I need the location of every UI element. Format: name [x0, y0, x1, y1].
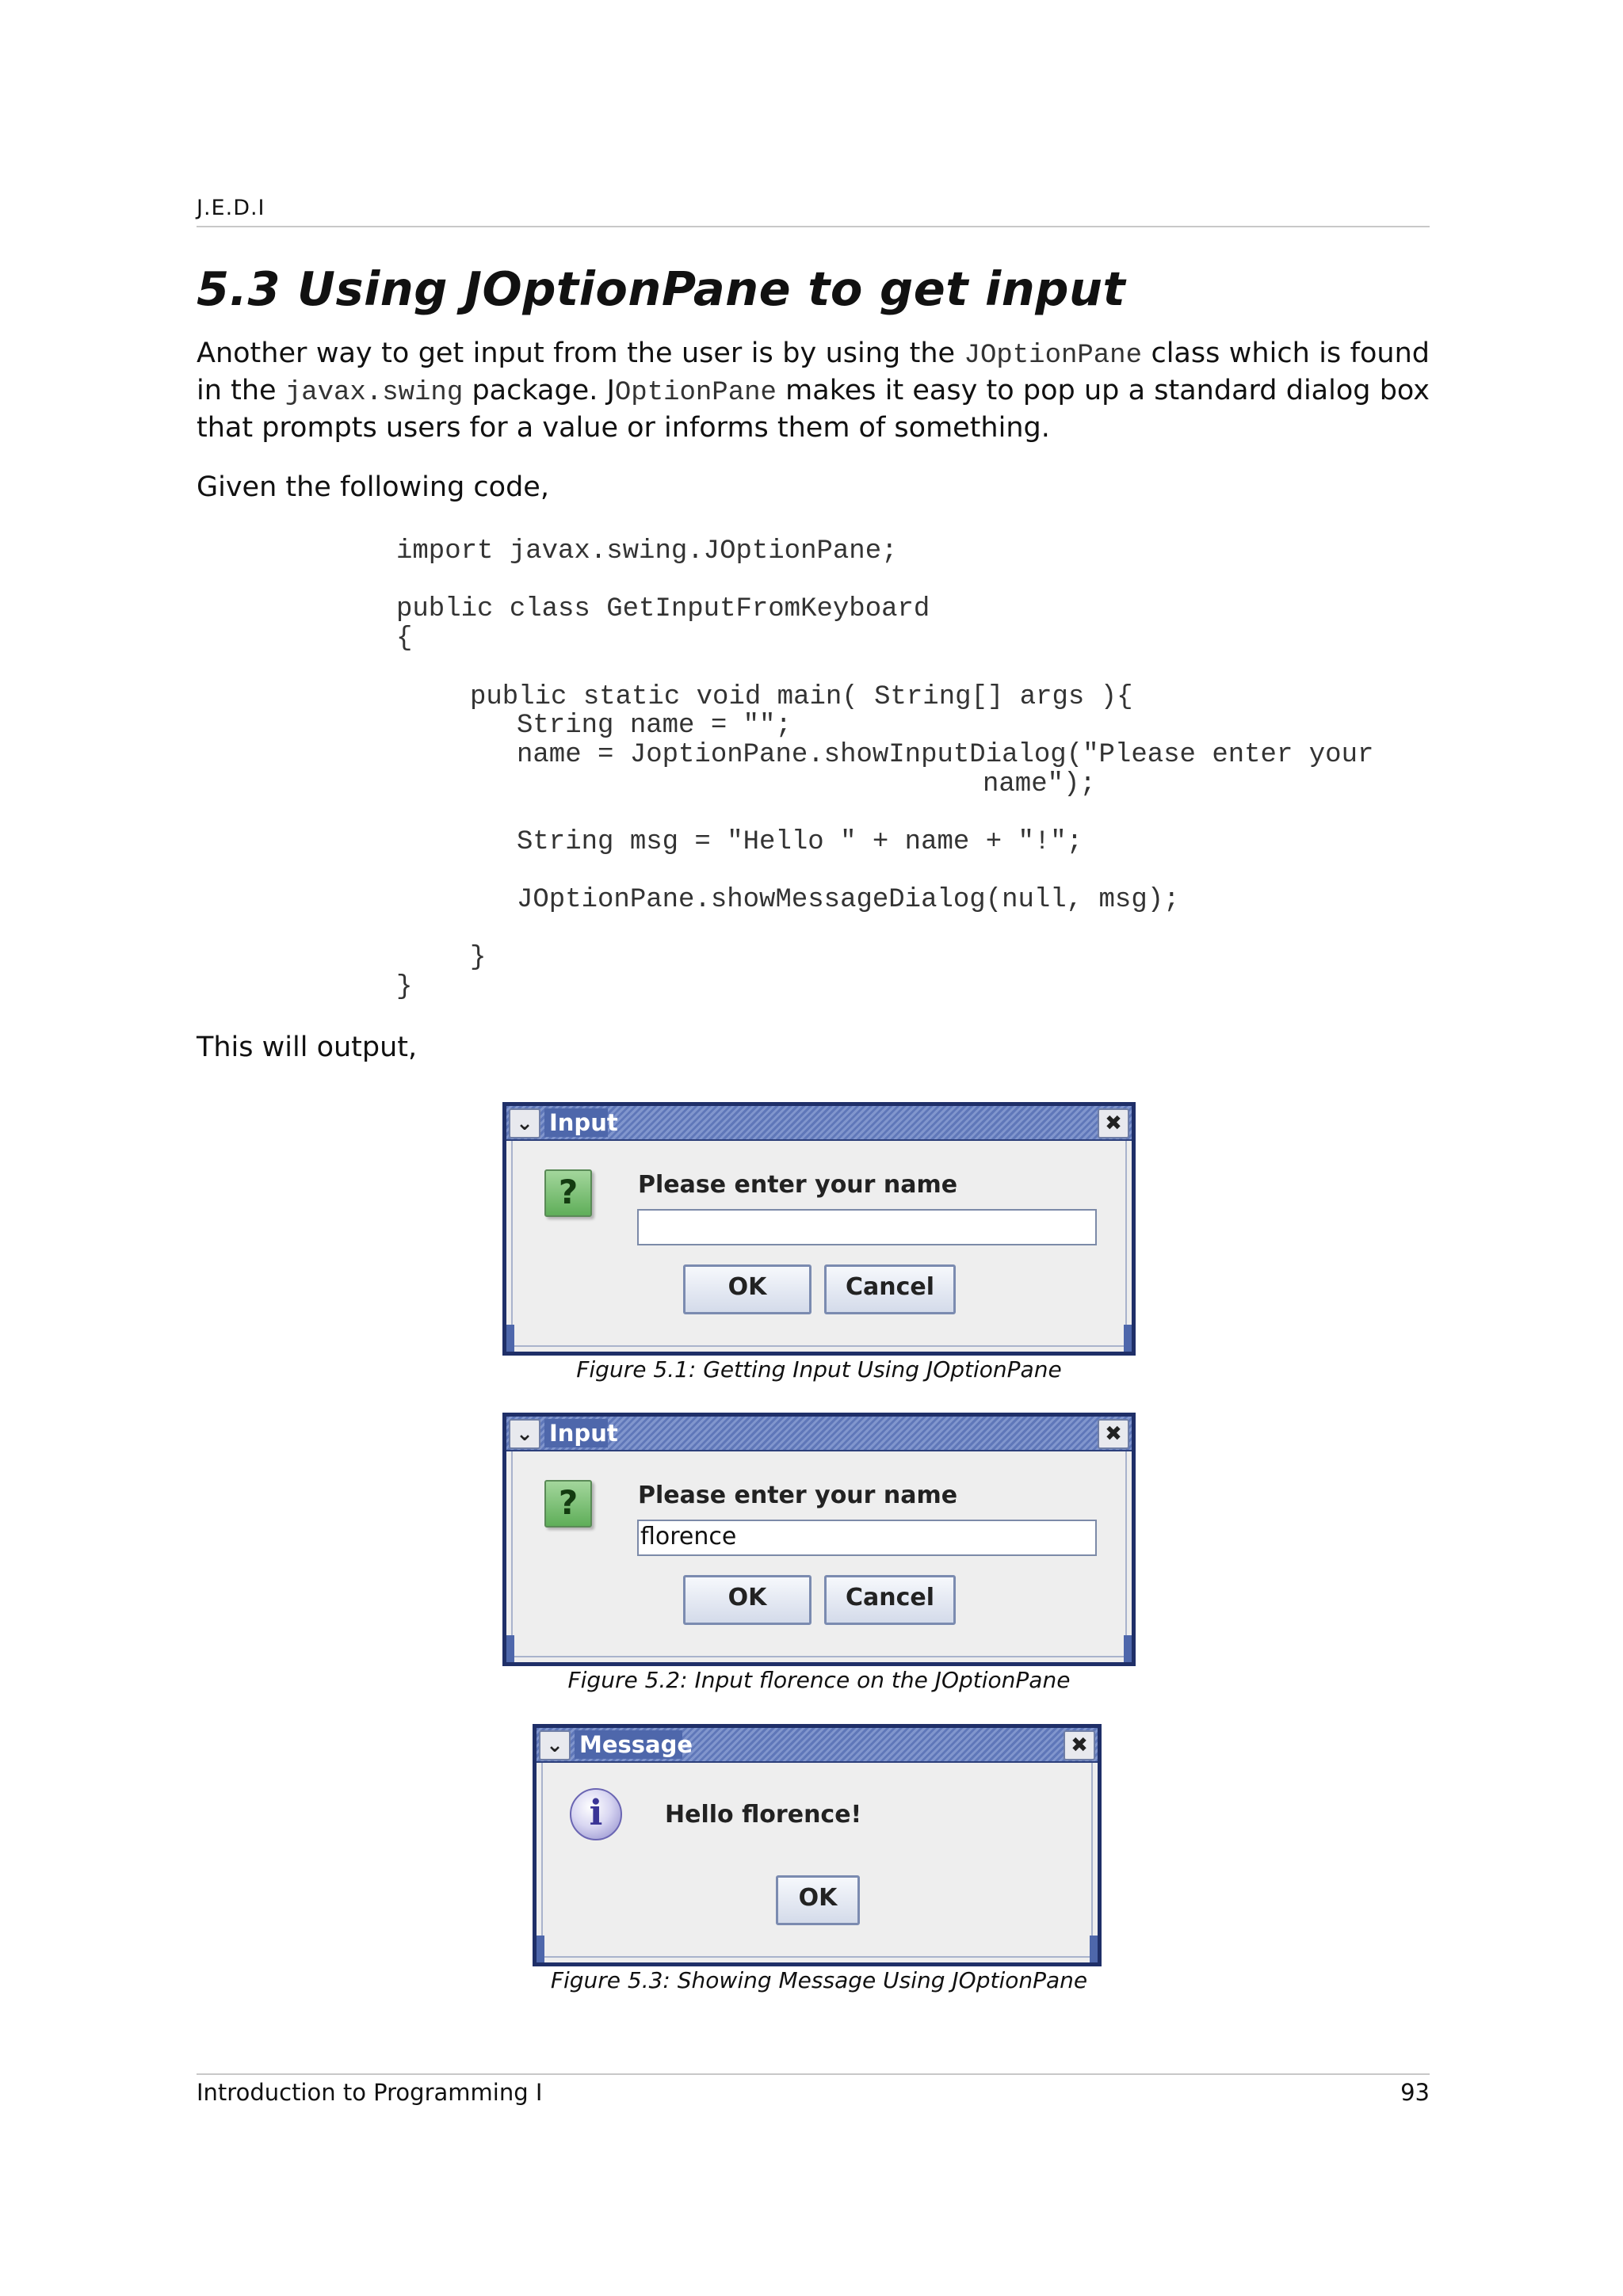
intro-text-3: package. J: [463, 375, 615, 406]
code-line: String name = "";: [517, 711, 792, 741]
close-icon[interactable]: ✖: [1098, 1108, 1129, 1138]
dialog-title: Input: [549, 1109, 618, 1136]
cancel-button[interactable]: Cancel: [824, 1264, 956, 1314]
code-term-optionpane: OptionPane: [614, 378, 777, 408]
intro-paragraph: [197, 336, 1430, 445]
running-header: J.E.D.I: [197, 196, 265, 220]
intro-text-4: makes it easy to pop up a standard dialog box that prompts users for a value or informs them of something.: [197, 375, 1430, 444]
code-term-joptionpane: JOptionPane: [964, 341, 1142, 371]
intro-text-2: class which is found in the: [197, 338, 1430, 406]
page-number: 93: [1400, 2079, 1430, 2106]
dialog-prompt: Please enter your name: [638, 1171, 958, 1199]
question-icon: ?: [544, 1480, 592, 1527]
chevron-down-icon[interactable]: ⌄: [509, 1108, 540, 1138]
footer-divider: [197, 2073, 1430, 2075]
chevron-down-icon[interactable]: ⌄: [509, 1419, 540, 1449]
figure-caption: Figure 5.3: Showing Message Using JOptionPane: [550, 1967, 1088, 1993]
code-term-javax-swing: javax.swing: [285, 378, 464, 408]
input-dialog-empty: [502, 1102, 1136, 1356]
dialog-title: Message: [579, 1731, 693, 1758]
ok-button[interactable]: OK: [776, 1875, 860, 1925]
dialog-message: Hello florence!: [665, 1801, 862, 1829]
dialog-titlebar: [506, 1417, 1132, 1451]
dialog-title: Input: [549, 1420, 618, 1447]
code-line: public class GetInputFromKeyboard: [396, 594, 930, 624]
chevron-down-icon[interactable]: ⌄: [539, 1730, 571, 1760]
intro-text-1: Another way to get input from the user is by using the: [197, 338, 964, 369]
dialog-titlebar: [506, 1106, 1132, 1141]
dialog-prompt: Please enter your name: [638, 1482, 958, 1509]
code-line: }: [470, 943, 487, 973]
code-line: public static void main( String[] args ){: [470, 682, 1133, 712]
figure-caption: Figure 5.1: Getting Input Using JOptionPane: [576, 1356, 1062, 1383]
dialog-titlebar: [537, 1728, 1098, 1763]
input-dialog-filled: [502, 1413, 1136, 1666]
ok-button[interactable]: OK: [683, 1264, 812, 1314]
code-line: String msg = "Hello " + name + "!";: [517, 827, 1083, 857]
close-icon[interactable]: ✖: [1064, 1730, 1095, 1760]
given-code-paragraph: Given the following code,: [197, 471, 549, 503]
info-icon: i: [570, 1788, 622, 1840]
name-input-field[interactable]: [637, 1209, 1097, 1245]
close-icon[interactable]: ✖: [1098, 1419, 1129, 1449]
name-input-field[interactable]: florence: [637, 1520, 1097, 1556]
code-line: JOptionPane.showMessageDialog(null, msg);: [517, 885, 1180, 915]
cancel-button[interactable]: Cancel: [824, 1575, 956, 1625]
footer-book-title: Introduction to Programming I: [197, 2079, 543, 2106]
code-line: }: [396, 972, 413, 1002]
figure-caption: Figure 5.2: Input florence on the JOptionPane: [567, 1667, 1071, 1693]
section-title: 5.3 Using JOptionPane to get input: [197, 261, 1126, 316]
code-line: import javax.swing.JOptionPane;: [396, 536, 898, 566]
header-divider: [197, 226, 1430, 227]
question-icon: ?: [544, 1169, 592, 1217]
output-paragraph: This will output,: [197, 1032, 418, 1063]
code-line: {: [396, 624, 413, 654]
ok-button[interactable]: OK: [683, 1575, 812, 1625]
code-line: name");: [983, 769, 1096, 799]
message-dialog: [533, 1724, 1102, 1966]
code-line: name = JoptionPane.showInputDialog("Please enter your: [517, 740, 1374, 770]
